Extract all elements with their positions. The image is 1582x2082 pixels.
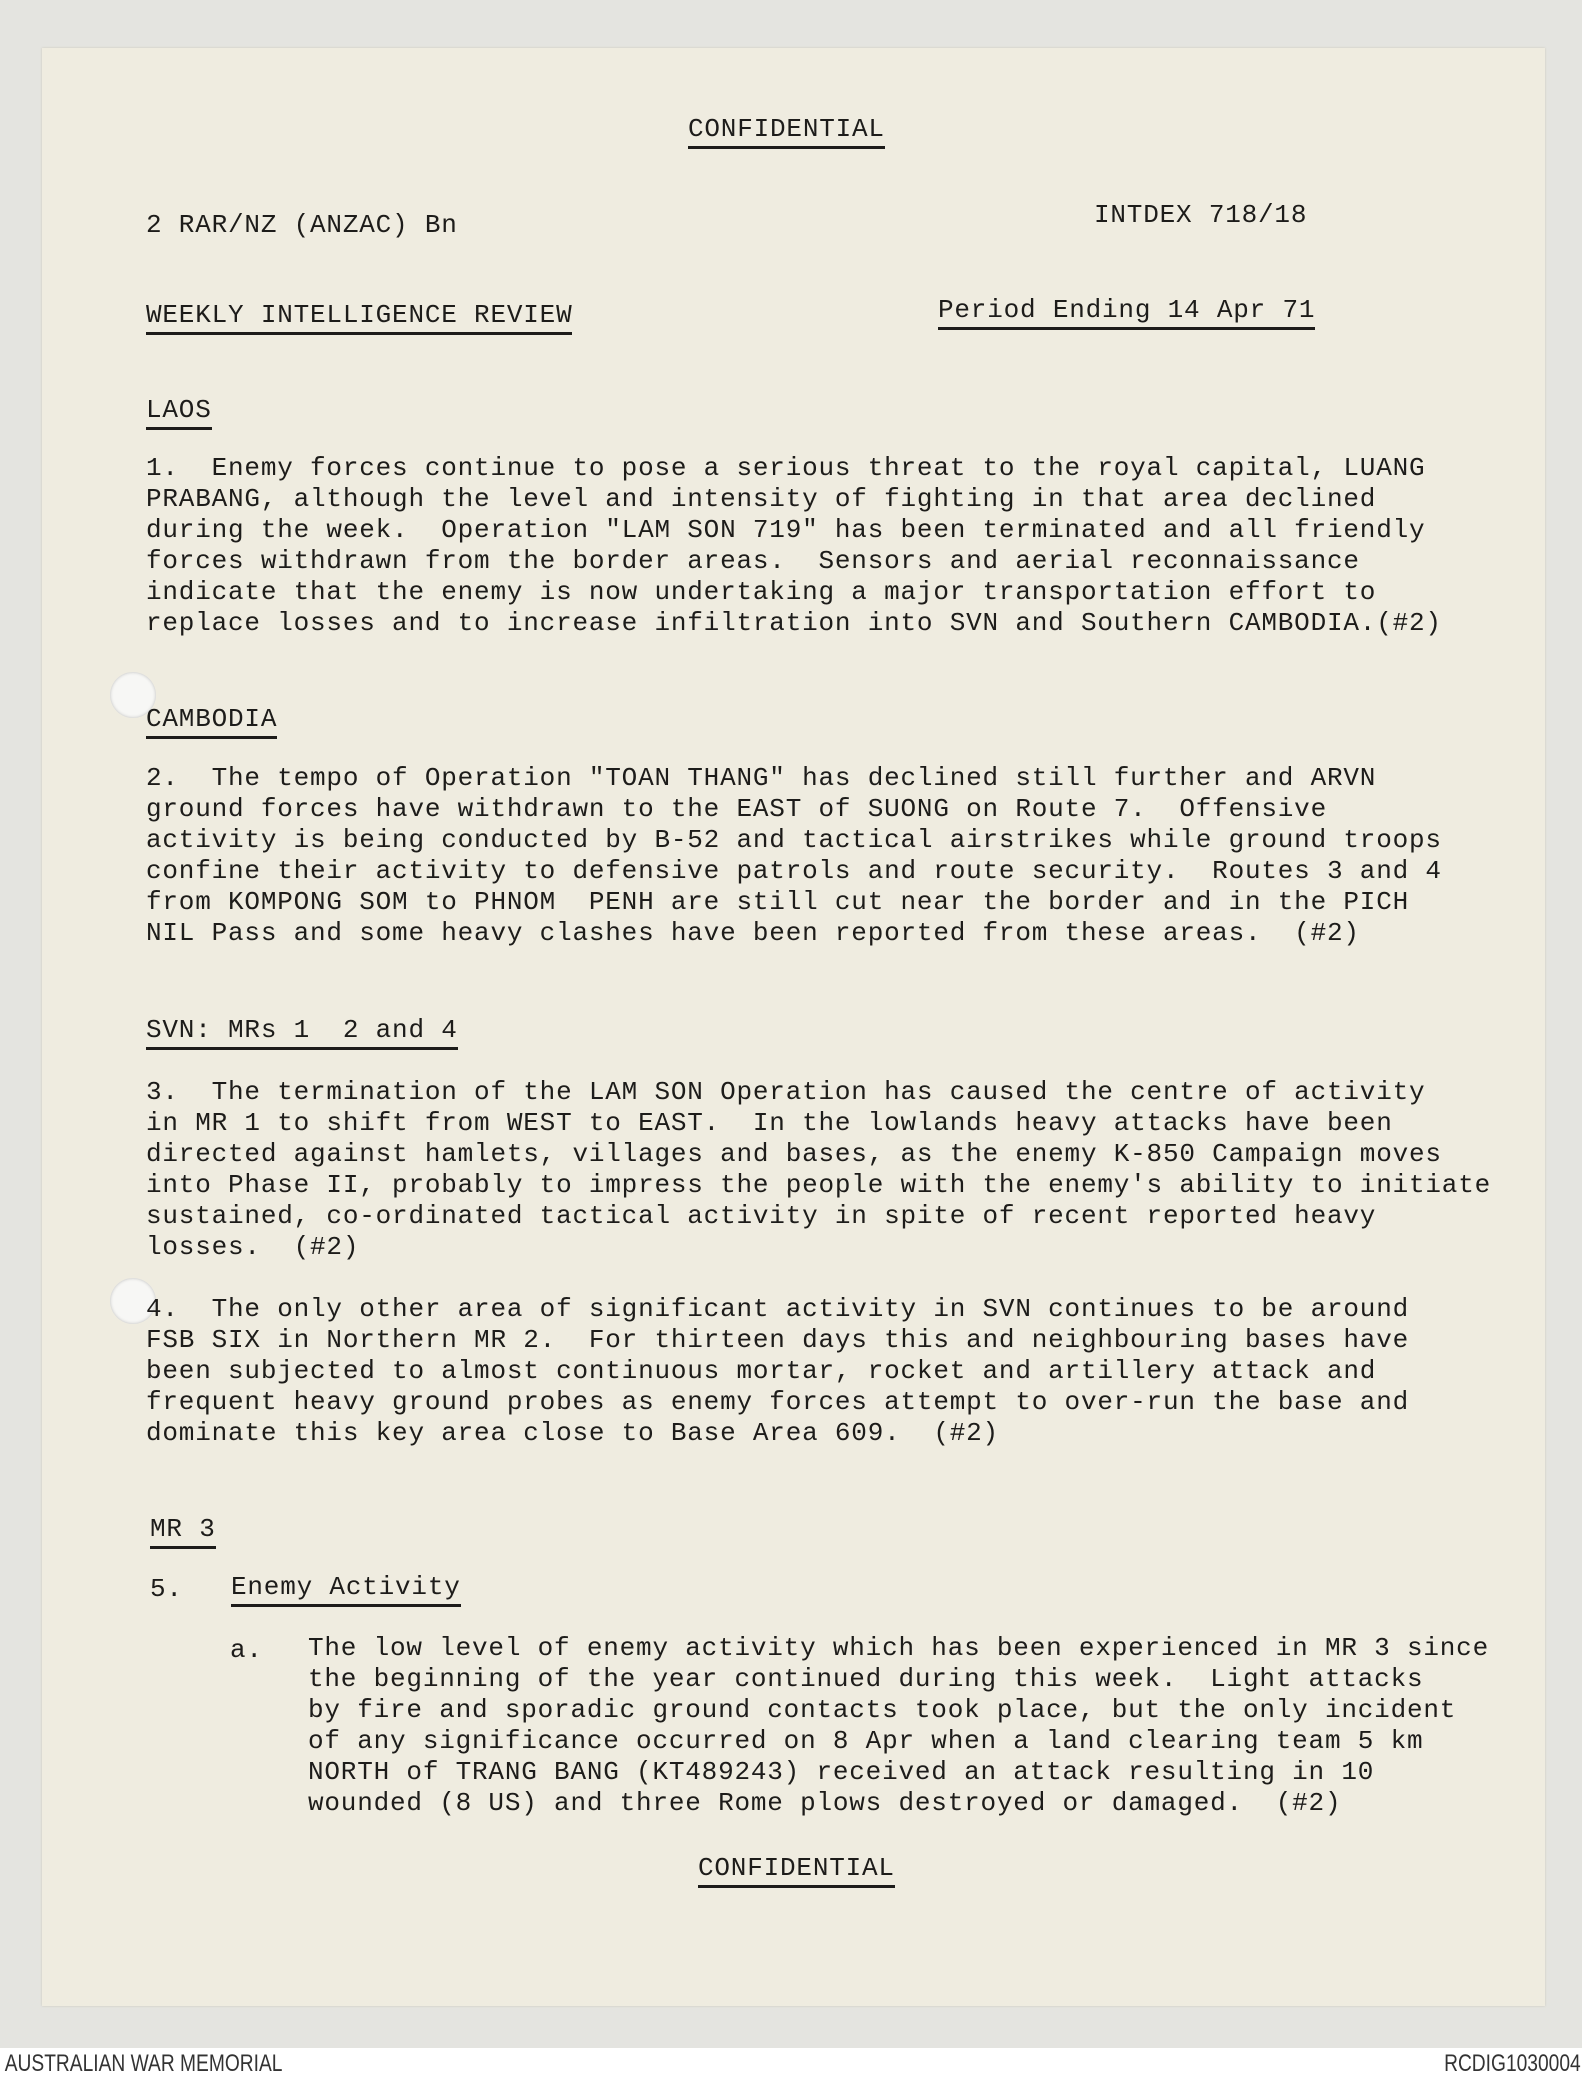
text-line: confine their activity to defensive patrols and route security. Routes 3 and 4 (146, 856, 1442, 886)
text-line: NIL Pass and some heavy clashes have been reported from these areas. (#2) (146, 918, 1360, 948)
text-line: losses. (#2) (146, 1232, 360, 1262)
text-line: frequent heavy ground probes as enemy forces attempt to over-run the base and (146, 1387, 1409, 1417)
classification-top: CONFIDENTIAL (688, 114, 885, 149)
text-line: of any significance occurred on 8 Apr when a land clearing team 5 km (308, 1726, 1424, 1756)
text-line: PRABANG, although the level and intensity of fighting in that area declined (146, 484, 1377, 514)
paragraph-1 (146, 453, 1442, 639)
classification-bottom: CONFIDENTIAL (698, 1853, 895, 1888)
text-line: dominate this key area close to Base Area 609. (#2) (146, 1418, 999, 1448)
record-id: RCDIG1030004 (1444, 2050, 1581, 2077)
text-line: directed against hamlets, villages and bases, as the enemy K-850 Campaign moves (146, 1139, 1442, 1169)
text-line: from KOMPONG SOM to PHNOM PENH are still cut near the border and in the PICH (146, 887, 1409, 917)
text-line: sustained, co-ordinated tactical activity in spite of recent reported heavy (146, 1201, 1377, 1231)
paragraph-3 (146, 1077, 1491, 1263)
text-line: by fire and sporadic ground contacts took place, but the only incident (308, 1695, 1457, 1725)
section-heading-mr3: MR 3 (150, 1514, 216, 1549)
item-heading: Enemy Activity (231, 1572, 461, 1607)
item-number: 5. (150, 1574, 183, 1604)
paragraph-4 (146, 1294, 1409, 1449)
text-line: wounded (8 US) and three Rome plows destroyed or damaged. (#2) (308, 1788, 1342, 1818)
text-line: ground forces have withdrawn to the EAST of SUONG on Route 7. Offensive (146, 794, 1327, 824)
reference-number: INTDEX 718/18 (1094, 200, 1308, 230)
paragraph-2 (146, 763, 1442, 949)
sub-paragraph-5a (308, 1633, 1489, 1819)
document-title: WEEKLY INTELLIGENCE REVIEW (146, 300, 572, 335)
archive-name: AUSTRALIAN WAR MEMORIAL (4, 2050, 283, 2077)
section-heading-laos: LAOS (146, 395, 212, 430)
text-line: The low level of enemy activity which has been experienced in MR 3 since (308, 1633, 1489, 1663)
text-line: into Phase II, probably to impress the people with the enemy's ability to initiate (146, 1170, 1492, 1200)
text-line: during the week. Operation "LAM SON 719" has been terminated and all friendly (146, 515, 1426, 545)
text-line: replace losses and to increase infiltration into SVN and Southern CAMBODIA.(#2) (146, 608, 1442, 638)
text-line: NORTH of TRANG BANG (KT489243) received an attack resulting in 10 (308, 1757, 1375, 1787)
text-line: 2. The tempo of Operation "TOAN THANG" has declined still further and ARVN (146, 763, 1377, 793)
text-line: activity is being conducted by B-52 and tactical airstrikes while ground troops (146, 825, 1442, 855)
text-line: 3. The termination of the LAM SON Operation has caused the centre of activity (146, 1077, 1426, 1107)
section-heading-svn: SVN: MRs 1 2 and 4 (146, 1015, 458, 1050)
text-line: forces withdrawn from the border areas. Sensors and aerial reconnaissance (146, 546, 1360, 576)
text-line: indicate that the enemy is now undertaking a major transportation effort to (146, 577, 1377, 607)
text-line: the beginning of the year continued during this week. Light attacks (308, 1664, 1424, 1694)
sub-item-label: a. (230, 1635, 263, 1665)
section-heading-cambodia: CAMBODIA (146, 704, 277, 739)
unit-name: 2 RAR/NZ (ANZAC) Bn (146, 210, 458, 240)
text-line: in MR 1 to shift from WEST to EAST. In the lowlands heavy attacks have been (146, 1108, 1393, 1138)
text-line: FSB SIX in Northern MR 2. For thirteen days this and neighbouring bases have (146, 1325, 1409, 1355)
text-line: 4. The only other area of significant activity in SVN continues to be around (146, 1294, 1409, 1324)
text-line: 1. Enemy forces continue to pose a serious threat to the royal capital, LUANG (146, 453, 1426, 483)
text-line: been subjected to almost continuous mortar, rocket and artillery attack and (146, 1356, 1377, 1386)
period-ending: Period Ending 14 Apr 71 (938, 295, 1315, 330)
